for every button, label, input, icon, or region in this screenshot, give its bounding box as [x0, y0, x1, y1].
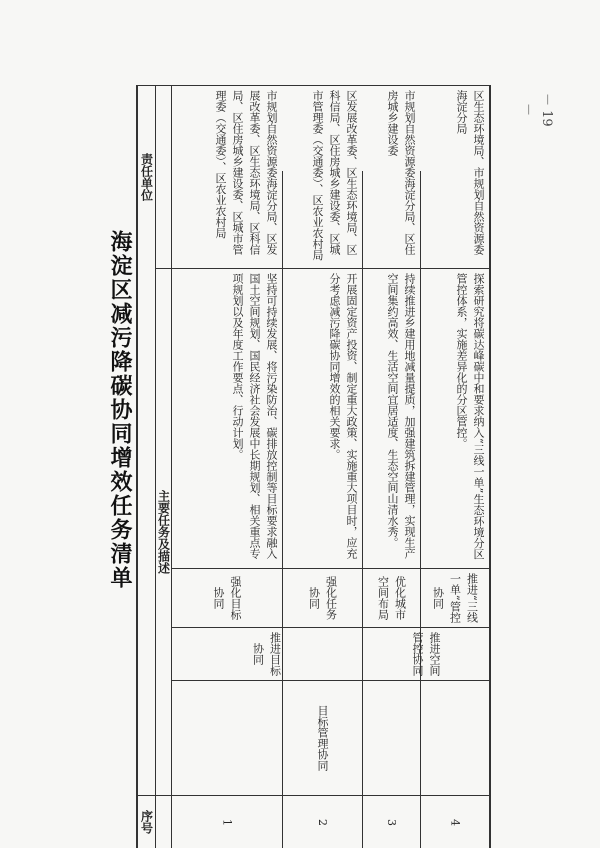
- row3-responsible: 市规划自然资源委海淀分局、区住房城乡建设委: [386, 90, 416, 255]
- row4-description: 探索研究将碳达峰碳中和要求纳入“三线一单”生态环境分区管控体系，实施差异化的分区管控。: [455, 273, 485, 560]
- header-seq: 序号: [139, 810, 154, 834]
- row2-responsible: 区发展改革委、区生态环境局、区科信局、区住房城乡建设委、区城市管理委（交通委）、区农业农村局: [311, 90, 358, 261]
- page-number: － 19 －: [520, 93, 554, 127]
- row3-level2: 推进空间管控协同: [411, 632, 441, 676]
- row2-subtask: 强化任务协同: [307, 576, 338, 620]
- row3-seq: 3: [385, 818, 398, 826]
- row1-subtask: 强化目标协同: [212, 576, 242, 620]
- page-title: 海淀区减污降碳协同增效任务清单: [107, 230, 133, 590]
- row1-responsible: 市规划自然资源委海淀分局、区发展改革委、区生态环境局、区科信局、区住房城乡建设委、区城市管理委（交通委）、区农业农村局: [214, 90, 278, 255]
- row3-subtask: 优化城市空间布局: [376, 576, 407, 620]
- row1-seq: 1: [220, 818, 234, 826]
- row4-subtask: 推进“三线一单”管控协同: [431, 573, 479, 623]
- row2-description: 开展固定资产投资、制定重大政策、实施重大项目时，应充分考虑减污降碳协同增效的相关要求。: [328, 273, 358, 559]
- row3-description: 持续推进乡建用地减量提质，加强建筑拆建管理，实现生产空间集约高效、生活空间宜居适度、生态空间山清水秀。: [386, 273, 416, 559]
- row1-level2: 推进目标协同: [251, 632, 282, 676]
- table-border-right: [489, 85, 491, 848]
- row2-seq: 2: [316, 818, 329, 826]
- header-responsible: 责任单位: [139, 153, 154, 201]
- header-main-tasks: 主要任务及描述: [156, 490, 171, 574]
- category-label: 目标管理协同: [316, 705, 329, 771]
- row1-description: 坚持可持续发展、将污染防治、碳排放控制等目标要求融入国土空间规划、国民经济社会发展中长期规划、相关重点专项规划以及年度工作要点、行动计划。: [231, 273, 278, 559]
- row4-responsible: 区生态环境局、市规划自然资源委海淀分局: [455, 90, 485, 255]
- row4-seq: 4: [448, 818, 462, 826]
